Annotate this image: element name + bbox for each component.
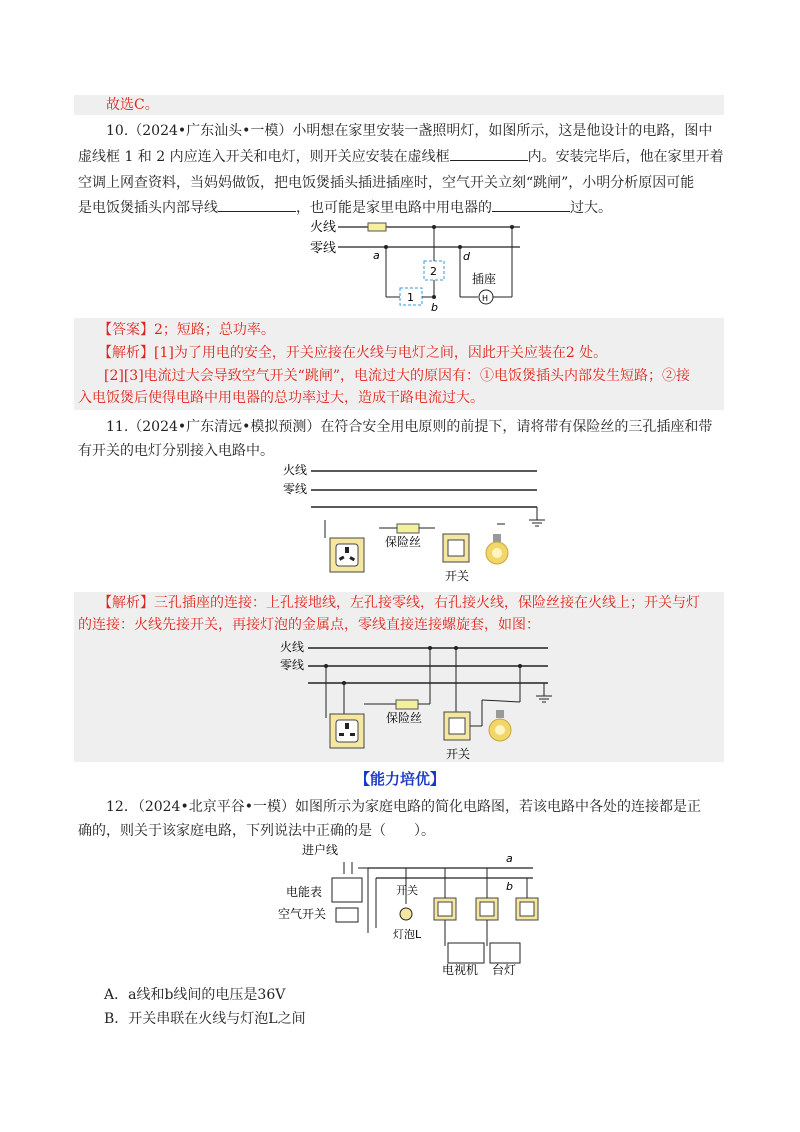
- label-a: a: [506, 852, 513, 865]
- switch-icon: [444, 712, 470, 740]
- label-a: a: [373, 249, 380, 262]
- lamp-icon: [490, 943, 520, 963]
- socket-symbol: H: [482, 294, 489, 303]
- q10-line-4a: 是电饭煲插头内部导线: [78, 200, 218, 216]
- q11-circuit-diagram: [275, 460, 565, 590]
- q10-line-2b: 内。安装完毕后，他在家里开着: [527, 149, 724, 165]
- q12-circuit-diagram: [278, 838, 558, 978]
- q11-line-2: 有开关的电灯分别接入电路中。: [78, 443, 274, 459]
- answer-blank-2: [218, 197, 296, 212]
- q10-line-2: [78, 146, 724, 168]
- fuse: [368, 223, 386, 231]
- live-wire-label: 火线: [310, 220, 337, 235]
- neutral-wire-label: 零线: [310, 241, 337, 256]
- q12-option-b: B．开关串联在火线与灯泡L之间: [104, 1011, 306, 1027]
- entry-line-label: 进户线: [302, 843, 339, 857]
- q10-line-3: 空调上网查资料，当妈妈做饭，把电饭煲插头插进插座时，空气开关立刻“跳闸”，小明分析原因可能: [78, 175, 695, 191]
- q10-analysis-1: 【解析】[1]为了用电的安全，开关应接在火线与电灯之间，因此开关应装在2 处。: [98, 345, 608, 361]
- answer-blank-3: [492, 197, 570, 212]
- socket-label: 插座: [472, 272, 497, 286]
- answer-blank-1: [450, 146, 528, 161]
- q10-line-4b: ，也可能是家里电路中用电器的: [296, 200, 492, 216]
- box-2-label: 2: [430, 265, 437, 278]
- q12-option-a: A．a线和b线间的电压是36V: [104, 987, 286, 1003]
- label-b: b: [431, 301, 438, 314]
- fuse-label: 保险丝: [386, 711, 423, 725]
- socket-1-icon: [434, 898, 456, 920]
- q11-analysis-1: 【解析】三孔插座的连接：上孔接地线，左孔接零线，右孔接火线，保险丝接在火线上；开关与灯: [98, 595, 700, 611]
- neutral-wire-label: 零线: [280, 658, 305, 672]
- meter-label: 电能表: [286, 885, 323, 899]
- label-d: d: [463, 250, 470, 263]
- switch-label: 开关: [396, 884, 418, 897]
- meter-icon: [332, 878, 362, 902]
- q11-analysis-2: 的连接：火线先接开关，再接灯泡的金属点，零线直接连接螺旋套，如图：: [78, 617, 540, 633]
- tv-icon: [448, 943, 484, 963]
- socket-2-icon: [476, 898, 498, 920]
- lamp-label: 台灯: [492, 963, 517, 977]
- q11-line-1: 11.（2024•广东清远•模拟预测）在符合安全用电原则的前提下，请将带有保险丝的三孔插座和带: [106, 419, 713, 435]
- box-1-label: 1: [407, 291, 414, 304]
- section-title: 【能力培优】: [354, 770, 445, 788]
- switch-label: 开关: [446, 747, 471, 761]
- prev-answer-text: 故选C。: [106, 97, 159, 113]
- three-pin-socket-icon: [330, 714, 364, 748]
- q10-analysis-3: 入电饭煲后使得电路中用电器的总功率过大，造成干路电流过大。: [78, 390, 484, 406]
- bulb-label: 灯泡L: [393, 928, 422, 941]
- q10-answer: 【答案】2；短路；总功率。: [98, 322, 275, 338]
- breaker-icon: [336, 908, 358, 922]
- socket-3-icon: [516, 898, 538, 920]
- q10-line-2a: 虚线框 1 和 2 内应连入开关和电灯，则开关应安装在虚线框: [78, 149, 450, 165]
- switch-icon: [443, 534, 469, 562]
- q11-solution-diagram: [278, 638, 568, 763]
- light-bulb-icon: [486, 524, 508, 564]
- live-wire-label: 火线: [283, 463, 308, 477]
- label-b: b: [506, 880, 513, 893]
- fuse-icon: [397, 524, 419, 533]
- tv-label: 电视机: [442, 963, 479, 977]
- bulb-icon: [400, 908, 412, 920]
- fuse-icon: [396, 700, 418, 709]
- q10-line-4c: 过大。: [570, 200, 612, 216]
- three-pin-socket-icon: [330, 538, 364, 572]
- live-wire-label: 火线: [280, 640, 305, 654]
- q10-circuit-diagram: [300, 215, 530, 315]
- q12-line-1: 12．（2024•北京平谷•一模）如图所示为家庭电路的简化电路图，若该电路中各处的连接都是正: [106, 799, 701, 815]
- q12-line-2: 确的，则关于该家庭电路，下列说法中正确的是（ ）。: [78, 823, 435, 839]
- fuse-label: 保险丝: [385, 535, 422, 549]
- q10-analysis-2: [2][3]电流过大会导致空气开关“跳闸”，电流过大的原因有：①电饭煲插头内部发生短路；②接: [104, 368, 690, 384]
- neutral-wire-label: 零线: [283, 482, 308, 496]
- light-bulb-icon: [482, 700, 520, 741]
- q10-line-1: 10.（2024•广东汕头•一模）小明想在家里安装一盏照明灯，如图所示，这是他设计的电路，图中: [106, 123, 713, 139]
- switch-label: 开关: [445, 569, 470, 583]
- breaker-label: 空气开关: [278, 907, 327, 921]
